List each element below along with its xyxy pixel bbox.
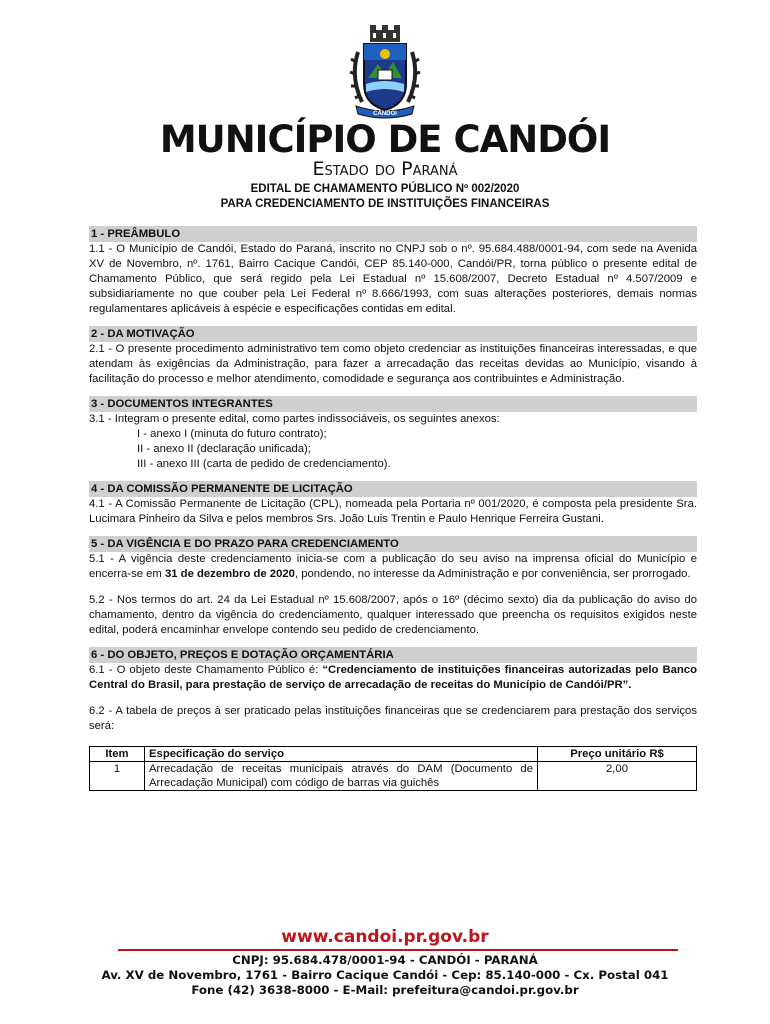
section-comissao [89,481,697,527]
municipality-title: MUNICÍPIO DE CANDÓI [159,118,611,161]
section-paragraph [89,552,697,582]
footer-contact: Fone (42) 3638-8000 - E-Mail: prefeitura@candoi.pr.gov.br [191,983,579,997]
annex-item: II - anexo II (declaração unificada); [137,443,311,455]
paragraph-text: 5.1 - A vigência deste credenciamento inicia-se com a publicação do seu aviso na imprensa oficial do Município e encerra-se em [89,553,697,580]
section-paragraph: 2.1 - O presente procedimento administrativo tem como objeto credenciar as instituições financeiras interessadas, e que atendam às exigências da Administração, para fazer a arrecadação das receitas devidas ao Município, visando à facilitação do processo e melhor atendimento, comodidade e segurança aos contribuintes e Administração. [89,343,697,385]
edital-subject: PARA CREDENCIAMENTO DE INSTITUIÇÕES FINANCEIRAS [220,198,550,210]
state-subtitle: Estado do Paraná [312,158,458,180]
section-heading: 2 - DA MOTIVAÇÃO [89,326,697,342]
section-paragraph: 4.1 - A Comissão Permanente de Licitação (CPL), nomeada pela Portaria nº 001/2020, é composta pela presidente Sra. Lucimara Pinheiro da Silva e pelos membros Srs. João Luis Trentin e Paulo Henrique Ferreira Gustani. [89,498,697,525]
section-heading: 5 - DA VIGÊNCIA E DO PRAZO PARA CREDENCIAMENTO [89,536,697,552]
footer-address: Av. XV de Novembro, 1761 - Bairro Cacique Candói - Cep: 85.140-000 - Cx. Postal 041 [101,968,669,982]
section-heading: 1 - PREÂMBULO [89,226,697,242]
cell-spec: Arrecadação de receitas municipais através do DAM (Documento de Arrecadação Municipal) com código de barras via guichês [145,762,538,791]
column-header-spec: Especificação do serviço [145,747,538,762]
table-header-row [90,747,697,762]
section-paragraph: 6.2 - A tabela de preços à ser praticado pelas instituições financeiras que se credenciarem para prestação dos serviços será: [89,705,697,732]
price-table [89,746,697,791]
annex-list [89,427,697,472]
section-paragraph [89,663,697,693]
paragraph-text: , pondendo, no interesse da Administração e por conveniência, ser prorrogado. [294,568,691,580]
crest-banner-text: CANDÓI [373,111,397,117]
section-preambulo [89,226,697,317]
section-paragraph: 5.2 - Nos termos do art. 24 da Lei Estadual nº 15.608/2007, após o 16º (décimo sexto) dia da publicação do aviso do chamamento, dentro da vigência do credenciamento, qualquer interessado que preencha os requisitos exigidos neste edital, poderá encaminhar envelope contendo seu pedido de credenciamento. [89,594,697,636]
section-vigencia [89,536,697,638]
municipal-crest-icon [348,22,422,122]
annex-item: III - anexo III (carta de pedido de credenciamento). [137,458,391,470]
paragraph-text: 6.1 - O objeto deste Chamamento Público é: [89,664,323,676]
section-heading: 4 - DA COMISSÃO PERMANENTE DE LICITAÇÃO [89,481,697,497]
page-footer [0,927,770,998]
cell-price: 2,00 [538,762,697,791]
edital-number: EDITAL DE CHAMAMENTO PÚBLICO Nº 002/2020 [250,183,520,195]
section-documentos [89,396,697,472]
section-heading: 3 - DOCUMENTOS INTEGRANTES [89,396,697,412]
object-description: “Credenciamento de instituições financeiras autorizadas pelo Banco Central do Brasil, para prestação de serviço de arrecadação de receitas do Município de Candói/PR”. [89,664,697,691]
footer-cnpj: CNPJ: 95.684.478/0001-94 - CANDÓI - PARANÁ [232,953,538,967]
footer-divider [118,949,678,951]
cell-item: 1 [90,762,145,791]
document-body [89,226,697,800]
section-objeto [89,647,697,791]
website-link[interactable]: www.candoi.pr.gov.br [281,927,489,947]
section-motivacao [89,326,697,387]
edital-heading [0,182,770,212]
column-header-item: Item [90,747,145,762]
deadline-date: 31 de dezembro de 2020 [164,568,295,580]
table-row [90,762,697,791]
column-header-price: Preço unitário R$ [538,747,697,762]
annex-item: I - anexo I (minuta do futuro contrato); [137,428,327,440]
section-heading: 6 - DO OBJETO, PREÇOS E DOTAÇÃO ORÇAMENTÁRIA [89,647,697,663]
section-paragraph: 1.1 - O Município de Candói, Estado do Paraná, inscrito no CNPJ sob o nº. 95.684.488/0001-94, com sede na Avenida XV de Novembro, nº. 1761, Bairro Cacique Candói, CEP 85.140-000, Candói/PR, torna público o presente edital de Chamamento Público, que será regido pela Lei Estadual nº 15.608/2007, Decreto Estadual nº 4.507/2009 e subsidiariamente no que couber pela Lei Federal nº 8.666/1993, com suas alterações posteriores, demais normas regulamentares aplicáveis à espécie e especificações contidas em edital. [89,243,697,315]
section-paragraph: 3.1 - Integram o presente edital, como partes indissociáveis, os seguintes anexos: [89,413,500,425]
